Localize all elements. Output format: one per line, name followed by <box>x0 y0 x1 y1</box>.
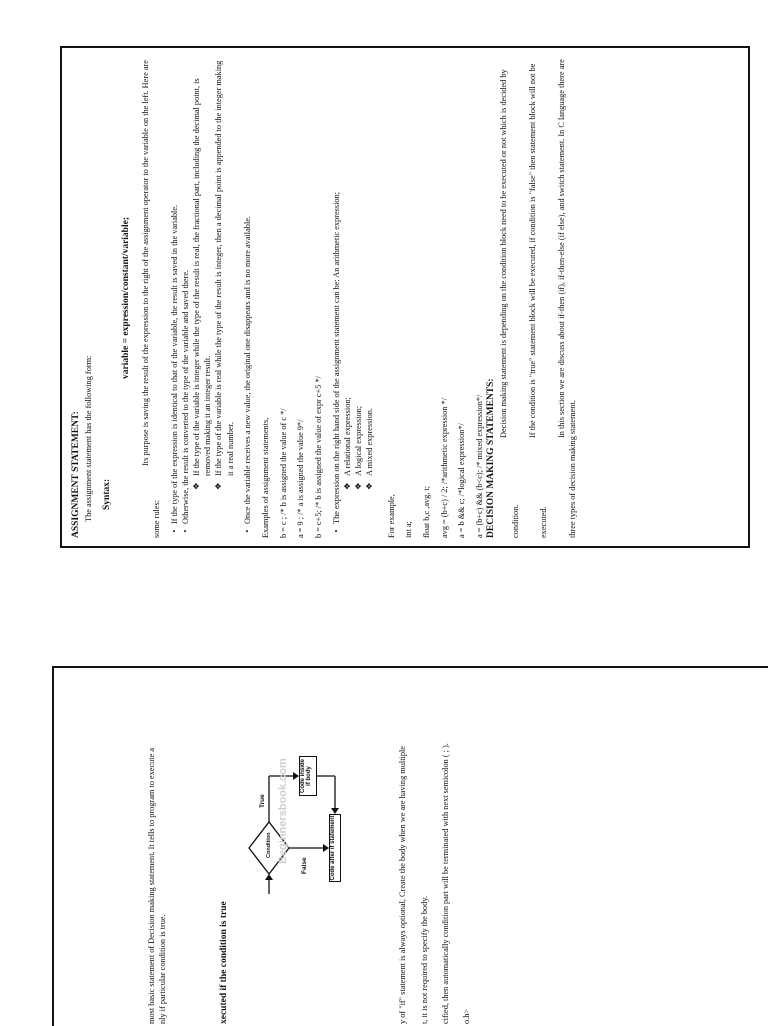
purpose-text: Its purpose is saving the result of the expression to the right of the assignment operator to the variable on the left. Here are some rules: <box>140 60 161 538</box>
dm-para-3: In this section we are discuss about if-then (if), if-then-else (if else), and switch statement. In C language there are three types of decision making statement. <box>557 59 578 538</box>
dm-para-1: Decision making statement is depending on the condition block need to be executed or not which is decided by condition. <box>499 69 520 538</box>
code-line-2: float b,c ,avg, t; <box>422 485 432 538</box>
example-2: a = 9 ; /* a is assigned the value 9*/ <box>296 419 306 538</box>
flow-false-label: False <box>301 857 309 874</box>
page-assignment-statement <box>60 46 750 548</box>
rotated-content <box>70 58 742 538</box>
if-flowchart <box>239 744 349 904</box>
code-line-3: avg = (b+c) / 2; /*arithmetic expression */ <box>439 398 449 538</box>
if-line-4: o.h> <box>462 1008 472 1024</box>
if-intro-line-1: most basic statement of Decision making statement. It tells to program to execute a <box>147 747 156 1024</box>
intro-text: The assignment statement has the following form: <box>84 355 93 522</box>
flow-watermark: Beginnersbook.com <box>277 758 290 864</box>
flow-after-box: Code after if statement <box>329 814 341 882</box>
expr-type-2: ❖ A logical expression; <box>354 405 364 490</box>
flow-body-box: Code inside if body <box>299 756 317 796</box>
sub-rule-2: ❖ If the type of the variable is real while the type of the result is integer, then a decimal point is appended to the integer making it a real number. <box>214 60 235 490</box>
syntax-label: Syntax: <box>101 478 112 510</box>
flow-true-label: True <box>259 794 267 808</box>
expr-type-1: ❖ A relational expression; <box>343 397 353 490</box>
code-line-4: a = b && c; /*logical expression*/ <box>457 423 467 538</box>
if-line-2: t, it is not required to specify the body. <box>419 895 429 1024</box>
rule-3: • Once the variable receives a new value, the original one disappears and is no more available. <box>243 215 253 533</box>
rule-1: • If the type of the expression is identical to that of the variable, the result is saved in the variable. <box>169 204 179 533</box>
heading-assignment: ASSIGNMENT STATEMENT: <box>71 411 81 538</box>
syntax-text: variable = expression/constant/variable; <box>121 217 132 379</box>
flow-condition-label: Condition <box>266 832 273 858</box>
dm-para-2: If the condition is "true" statement block will be executed, if condition is "false" then statement block will not be executed. <box>528 63 549 538</box>
if-line-3: cified, then automatically condition part will be terminated with next semicolon ( ; ). <box>440 743 450 1024</box>
rule-4: • The expression on the right hand side of the assignment statement can be: An arithmetic expression; <box>331 191 341 533</box>
sub-rule-1: ❖ If the type of the variable is integer while the type of the result is real, the fractional part, including the decimal point, is removed making it an integer result. <box>192 78 213 490</box>
example-1: b = c ; /* b is assigned the value of c */ <box>278 408 288 538</box>
code-line-1: int a; <box>404 521 414 538</box>
code-line-5: a = (b+c) && (b<c); /* mixed expression*/ <box>475 394 485 538</box>
page-if-statement <box>52 666 768 1026</box>
heading-decision-making: DECISION MAKING STATEMENTS: <box>486 378 497 538</box>
expr-type-3: ❖ A mixed expression. <box>365 408 375 490</box>
rotated-content-left <box>62 676 768 1024</box>
example-3: b = c+5; /* b is assigned the value of expr c+5 */ <box>314 376 324 538</box>
for-example: For example, <box>386 494 396 538</box>
if-heading: xecuted if the condition is true <box>219 901 230 1024</box>
examples-intro: Examples of assignment statements, <box>261 417 271 538</box>
if-intro-line-2: nly if particular condition is true. <box>158 914 168 1024</box>
if-line-1: y of "if" statement is always optional, Create the body when we are having multiple <box>398 746 408 1024</box>
rule-2: • Otherwise, the result is converted to the type of the variable and saved there. <box>180 269 190 533</box>
